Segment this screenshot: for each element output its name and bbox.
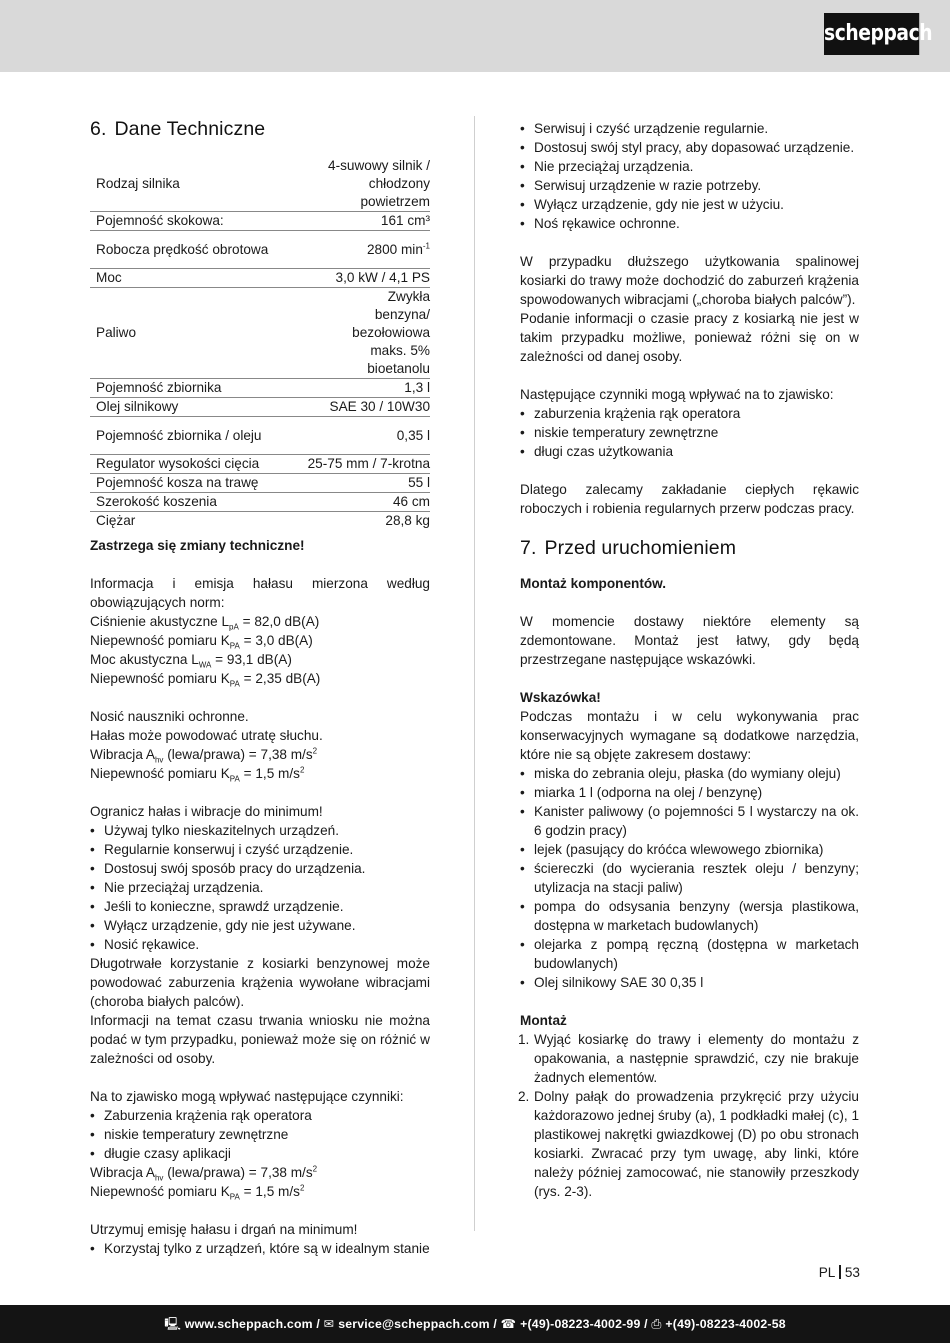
phone-icon: ☎	[500, 1317, 517, 1331]
list-item: • Nie przeciążaj urządzenia.	[90, 878, 430, 897]
tools-list	[520, 764, 859, 992]
assembly-heading: Montaż komponentów.	[520, 576, 666, 591]
factors-list	[90, 1106, 430, 1163]
fax-icon: ⎙	[651, 1317, 662, 1331]
keep-list	[90, 1239, 430, 1258]
section-7-heading: 7. Przed uruchomieniem	[520, 537, 737, 559]
list-item: • miarka 1 l (odporna na olej / benzynę)	[520, 783, 859, 802]
montaz-heading: Montaż	[520, 1013, 567, 1028]
info-time-paragraph: Informacji na temat czasu trwania wniosku nie można podać w tym przypadku, ponieważ może się on różnić w zależności od osoby.	[90, 1013, 430, 1066]
list-item: 2. Dolny pałąk do prowadzenia przykręcić przy użyciu każdorazowo jednej śruby (a), 1 podkładki małej (c), 1 plastikowej nakrętki gwiazdkowej (D) po obu stronach kosiarki. Zwracać przy tym uwagę, aby linki, które należy później zamocować, nie stanowiły przeszkody (rys. 2-3).	[518, 1089, 859, 1199]
table-row: Olej silnikowy SAE 30 / 10W30	[90, 398, 430, 417]
noise-line: Niepewność pomiaru $K_{PA} = 3,0$ dB(A)	[90, 633, 313, 651]
table-row: Pojemność skokowa: 161 cm³	[90, 212, 430, 231]
list-item: • lejek (pasujący do króćca wlewowego zbiornika)	[520, 840, 859, 859]
table-row: Rodzaj silnika 4-suwowy silnik / chłodzony powietrzem	[90, 157, 430, 212]
vibration-line: Wibracja $A_{hv}$ (lewa/prawa) = 7,38 $m/s^2$	[90, 1164, 318, 1183]
maintenance-list	[520, 119, 859, 233]
footer-fax: +(49)-08223-4002-58	[665, 1317, 786, 1331]
page-number: PL 53	[818, 1265, 860, 1280]
list-item: • ściereczki (do wycierania resztek oleju / benzyny; utylizacja na stacji paliw)	[520, 859, 859, 897]
gloves-paragraph: Dlatego zalecamy zakładanie ciepłych rękawic roboczych i robienia regularnych przerw podczas pracy.	[520, 482, 859, 516]
list-item: • Kanister paliwowy (o pojemności 5 l wystarczy na ok. 6 godzin pracy)	[520, 802, 859, 840]
list-item: • Korzystaj tylko z urządzeń, które są w idealnym stanie	[90, 1239, 430, 1258]
list-item: • olejarka z pompą ręczną (dostępna w marketach budowlanych)	[520, 935, 859, 973]
list-item: • Zaburzenia krążenia rąk operatora	[90, 1106, 430, 1125]
right-column	[520, 119, 859, 1201]
ear-protection-note: Nosić nauszniki ochronne.	[90, 709, 249, 724]
table-row: Moc 3,0 kW / 4,1 PS	[90, 269, 430, 288]
list-item: • Nie przeciążaj urządzenia.	[520, 157, 859, 176]
mail-icon: ✉	[323, 1317, 335, 1331]
column-divider	[474, 116, 475, 1231]
table-row: Pojemność zbiornika 1,3 l	[90, 379, 430, 398]
noise-line: Ciśnienie akustyczne $L_{pA} = 82,0$ dB(A)	[90, 614, 320, 632]
computer-icon: 🖳	[164, 1317, 181, 1331]
reserve-note: Zastrzega się zmiany techniczne!	[90, 538, 305, 553]
hearing-warning: Hałas może powodować utratę słuchu.	[90, 728, 323, 743]
section-6-heading: 6. Dane Techniczne	[90, 118, 266, 140]
noise-intro: Informacja i emisja hałasu mierzona według obowiązujących norm:	[90, 576, 430, 610]
table-row: Regulator wysokości cięcia 25-75 mm / 7-krotna	[90, 455, 430, 474]
table-row: Pojemność kosza na trawę 55 l	[90, 474, 430, 493]
info-time-paragraph: Podanie informacji o czasie pracy z kosiarką nie jest w takim przypadku możliwe, ponieważ różni się on w zależności od danej osoby.	[520, 311, 859, 364]
vibration-line: Wibracja $A_{hv}$ (lewa/prawa) = 7,38 $m/s^2$	[90, 746, 318, 765]
list-item: • niskie temperatury zewnętrzne	[90, 1125, 430, 1144]
technical-data-table	[90, 157, 430, 530]
table-row: Paliwo Zwykła benzyna/ bezołowiowa maks. 5% bioetanolu	[90, 288, 430, 379]
list-item: • miska do zebrania oleju, płaska (do wymiany oleju)	[520, 764, 859, 783]
page-footer: 🖳 www.scheppach.com / ✉ service@scheppach.com / ☎ +(49)-08223-4002-99 / ⎙ +(49)-08223-4002-58	[0, 1305, 950, 1343]
footer-email[interactable]: service@scheppach.com	[338, 1317, 490, 1331]
noise-line: Moc akustyczna $L_{WA} = 93,1$ dB(A)	[90, 652, 292, 670]
left-column	[90, 118, 430, 1258]
footer-website[interactable]: www.scheppach.com	[184, 1317, 313, 1331]
long-use-paragraph: W przypadku dłuższego użytkowania spalinowej kosiarki do trawy może dochodzić do zaburzeń krążenia spowodowanych wibracjami („choroba białych palców”).	[520, 254, 859, 307]
montaz-steps	[520, 1030, 859, 1201]
list-item: • niskie temperatury zewnętrzne	[520, 423, 859, 442]
brand-logo: scheppach	[824, 13, 919, 55]
assembly-text: W momencie dostawy niektóre elementy są zdemontowane. Montaż jest łatwy, gdy będą przestrzegane następujące wskazówki.	[520, 614, 859, 667]
hint-text: Podczas montażu i w celu wykonywania prac konserwacyjnych wymagane są dodatkowe narzędzia, które nie są objęte zakresem dostawy:	[520, 709, 859, 762]
factors-list	[520, 404, 859, 461]
list-item: • Wyłącz urządzenie, gdy nie jest używane.	[90, 916, 430, 935]
noise-line: Niepewność pomiaru $K_{PA} = 2,35$ dB(A)	[90, 671, 321, 689]
list-item: • Dostosuj swój sposób pracy do urządzenia.	[90, 859, 430, 878]
list-item: • Nosić rękawice.	[90, 935, 430, 954]
list-item: • zaburzenia krążenia rąk operatora	[520, 404, 859, 423]
list-item: • Serwisuj i czyść urządzenie regularnie.	[520, 119, 859, 138]
list-item: • Dostosuj swój styl pracy, aby dopasować urządzenie.	[520, 138, 859, 157]
table-row: Szerokość koszenia 46 cm	[90, 493, 430, 512]
list-item: • Wyłącz urządzenie, gdy nie jest w użyciu.	[520, 195, 859, 214]
table-row: Ciężar 28,8 kg	[96, 513, 430, 528]
list-item: • Regularnie konserwuj i czyść urządzenie.	[90, 840, 430, 859]
page-header	[0, 0, 950, 72]
list-item: • pompa do odsysania benzyny (wersja plastikowa, dostępna w marketach budowlanych)	[520, 897, 859, 935]
table-row: Robocza prędkość obrotowa 2800 $\min^{-1}$	[90, 231, 430, 269]
keep-intro: Utrzymuj emisję hałasu i drgań na minimum!	[90, 1222, 358, 1237]
factors-intro: Na to zjawisko mogą wpływać następujące czynniki:	[90, 1089, 404, 1104]
list-item: • Używaj tylko nieskazitelnych urządzeń.	[90, 821, 430, 840]
list-item: • długie czasy aplikacji	[90, 1144, 430, 1163]
list-item: • długi czas użytkowania	[520, 442, 859, 461]
vibration-uncertainty-line: Niepewność pomiaru $K_{PA} = 1,5$ $m/s^2$	[90, 1183, 305, 1202]
table-row: Pojemność zbiornika / oleju 0,35 l	[90, 417, 430, 455]
limit-list	[90, 821, 430, 954]
footer-phone[interactable]: +(49)-08223-4002-99	[520, 1317, 641, 1331]
limit-intro: Ogranicz hałas i wibracje do minimum!	[90, 804, 323, 819]
hint-heading: Wskazówka!	[520, 690, 601, 705]
list-item: • Serwisuj urządzenie w razie potrzeby.	[520, 176, 859, 195]
vibration-uncertainty-line: Niepewność pomiaru $K_{PA} = 1,5$ $m/s^2$	[90, 765, 305, 784]
list-item: • Jeśli to konieczne, sprawdź urządzenie.	[90, 897, 430, 916]
list-item: • Noś rękawice ochronne.	[520, 214, 859, 233]
factors-intro: Następujące czynniki mogą wpływać na to zjawisko:	[520, 387, 834, 402]
list-item: 1. Wyjąć kosiarkę do trawy i elementy do montażu z opakowania, a następnie sprawdzić, czy nie brakuje żadnych elementów.	[518, 1032, 859, 1085]
long-use-paragraph: Długotrwałe korzystanie z kosiarki benzynowej może powodować zaburzenia krążenia wywołane wibracjami (choroba białych palców).	[90, 956, 430, 1009]
list-item: • Olej silnikowy SAE 30 0,35 l	[520, 973, 859, 992]
